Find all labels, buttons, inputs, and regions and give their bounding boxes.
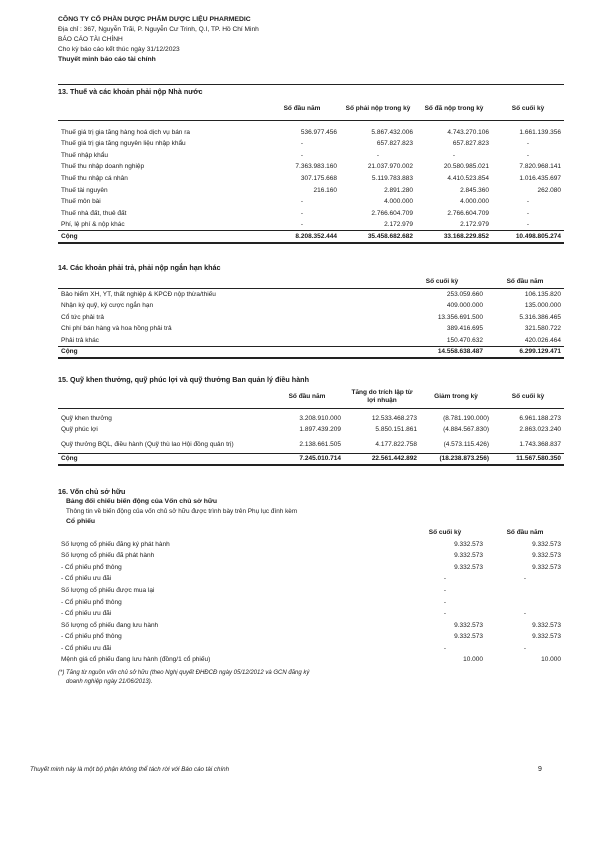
col-header: Số phải nộp trong kỳ [340, 99, 416, 121]
section-14 [58, 264, 564, 359]
col-header: Số cuối kỳ [398, 277, 486, 289]
funds-table-header [58, 387, 564, 409]
report-period: Cho kỳ báo cáo kết thúc ngày 31/12/2023 [58, 46, 180, 53]
equity-note: Thông tin về biến động của vốn chủ sở hữu được trình bày trên Phụ lục đính kèm [66, 507, 298, 515]
table-row: Bảo hiểm XH, YT, thất nghiệp & KPCĐ nộp thừa/thiếu 253.059.660 106.135.820 [61, 290, 561, 298]
col-header: Số đầu năm [270, 387, 344, 409]
footnote-line-2: doanh nghiệp ngày 21/06/2013). [66, 678, 153, 685]
section-14-title: 14. Các khoản phải trả, phải nộp ngắn hạn khác [58, 263, 221, 272]
table-row: Chi phí bán hàng và hoa hồng phải trả 389.416.695 321.580.722 [61, 325, 561, 333]
col-header: Số cuối kỳ [492, 387, 564, 409]
header-divider [58, 84, 564, 85]
section-16-title: 16. Vốn chủ sở hữu [58, 487, 126, 496]
company-address: Địa chỉ : 367, Nguyễn Trãi, P. Nguyễn Cư Trinh, Q.I, TP. Hồ Chí Minh [58, 26, 259, 33]
table-row: Phí, lệ phí & nộp khác - 2.172.979 2.172.979 - [61, 221, 530, 229]
table-row: Thuế môn bài - 4.000.000 4.000.000 - [61, 198, 530, 206]
table-row: Nhận ký quỹ, ký cược ngắn hạn 409.000.000 135.000.000 [61, 302, 561, 310]
table-total-row: Cộng 8.208.352.444 35.458.682.682 33.168.229.852 10.498.805.274 [58, 231, 564, 243]
table-row: Số lượng cổ phiếu được mua lại - [61, 586, 447, 594]
table-row: Số lượng cổ phiếu đã phát hành 9.332.573 9.332.573 [61, 552, 561, 560]
col-header: Số đã nộp trong kỳ [416, 99, 492, 121]
section-13-title: 13. Thuế và các khoản phải nộp Nhà nước [58, 87, 203, 96]
table-row: Số lượng cổ phiếu đăng ký phát hành 9.332.573 9.332.573 [61, 540, 561, 548]
table-row: Thuế nhập khẩu - - - - [61, 151, 530, 159]
table-row: Thuế giá trị gia tăng hàng hoá dịch vụ bán ra 536.977.456 5.867.432.006 4.743.270.106 1.661.139.356 [61, 128, 561, 136]
col-header: Tăng do trích lập từ lợi nhuận [344, 387, 420, 409]
table-row: Quỹ khen thưởng 3.208.910.000 12.533.468.273 (8.781.190.000) 6.961.188.273 [61, 414, 561, 422]
document-header [58, 15, 558, 65]
table-row: Quỹ phúc lợi 1.897.439.209 5.850.151.861 (4.884.567.830) 2.863.023.240 [61, 426, 561, 434]
page-number: 9 [538, 766, 542, 773]
table-row: Thuế tài nguyên 216.160 2.891.280 2.845.360 262.080 [61, 186, 561, 194]
notes-title: Thuyết minh báo cáo tài chính [58, 56, 156, 63]
footnote-line-1: (*) Tăng từ nguồn vốn chủ sở hữu (theo Nghị quyết ĐHĐCĐ ngày 05/12/2012 và GCN đăng ký [58, 670, 310, 677]
col-header: Số đầu năm [506, 528, 544, 536]
funds-table [58, 387, 564, 467]
table-row: Mệnh giá cổ phiếu đang lưu hành (đồng/1 cổ phiếu) 10.000 10.000 [61, 656, 561, 664]
table-row: - Cổ phiếu ưu đãi - - [61, 644, 527, 652]
col-header: Số cuối kỳ [492, 99, 564, 121]
table-row: Quỹ thưởng BQL, điều hành (Quỹ thù lao Hội đồng quản trị) 2.138.661.505 4.177.822.758 (4.573.115.426) 1.743.368.837 [61, 440, 561, 448]
table-row: Thuế thu nhập doanh nghiệp 7.363.983.160 21.037.970.002 20.580.985.021 7.820.968.141 [61, 163, 561, 171]
section-15 [58, 376, 564, 466]
table-row: - Cổ phiếu ưu đãi - - [61, 610, 527, 618]
table-row: - Cổ phiếu ưu đãi - - [61, 575, 527, 583]
col-header: Số cuối kỳ [428, 528, 462, 536]
col-header: Giảm trong kỳ [420, 387, 492, 409]
shares-subtitle: Cổ phiếu [66, 517, 96, 525]
table-row: Cổ tức phải trả 13.356.691.500 5.316.386.465 [61, 313, 561, 321]
col-header: Số đầu năm [264, 99, 340, 121]
table-row: - Cổ phiếu phổ thông 9.332.573 9.332.573 [61, 563, 561, 571]
col-header: Số đầu năm [486, 277, 564, 289]
report-title: BÁO CÁO TÀI CHÍNH [58, 36, 123, 43]
table-row: Số lượng cổ phiếu đang lưu hành 9.332.573 9.332.573 [61, 621, 561, 629]
shares-table [58, 527, 564, 667]
table-row: - Cổ phiếu phổ thông - [61, 598, 447, 606]
table-row: Thuế nhà đất, thuê đất - 2.766.604.709 2.766.604.709 - [61, 209, 530, 217]
payables-table [58, 277, 564, 360]
table-total-row: Cộng 7.245.010.714 22.561.442.892 (18.238.873.256) 11.567.580.350 [58, 454, 564, 466]
tax-table [58, 99, 564, 244]
table-row: Thuế thu nhập cá nhân 307.175.668 5.119.783.883 4.410.523.854 1.016.435.697 [61, 174, 561, 182]
table-row: - Cổ phiếu phổ thông 9.332.573 9.332.573 [61, 633, 561, 641]
section-13 [58, 88, 564, 244]
company-name: CÔNG TY CỔ PHẦN DƯỢC PHẨM DƯỢC LIỆU PHARMEDIC [58, 16, 251, 23]
section-16 [58, 488, 564, 686]
table-row: Phải trả khác 150.470.632 420.026.464 [61, 336, 561, 344]
shares-table-header [58, 527, 564, 539]
table-total-row: Cộng 14.558.638.487 6.299.129.471 [58, 347, 564, 359]
equity-reconciliation-title: Bảng đối chiếu biến động của Vốn chủ sở hữu [66, 497, 217, 505]
page-footer: Thuyết minh này là một bộ phận không thể tách rời với Báo cáo tài chính [30, 766, 230, 773]
payables-table-header [58, 277, 564, 289]
section-15-title: 15. Quỹ khen thưởng, quỹ phúc lợi và quỹ thưởng Ban quản lý điều hành [58, 375, 309, 384]
tax-table-header [58, 99, 564, 121]
table-row: Thuế giá trị gia tăng nguyên liệu nhập khẩu - 657.827.823 657.827.823 - [61, 140, 530, 148]
